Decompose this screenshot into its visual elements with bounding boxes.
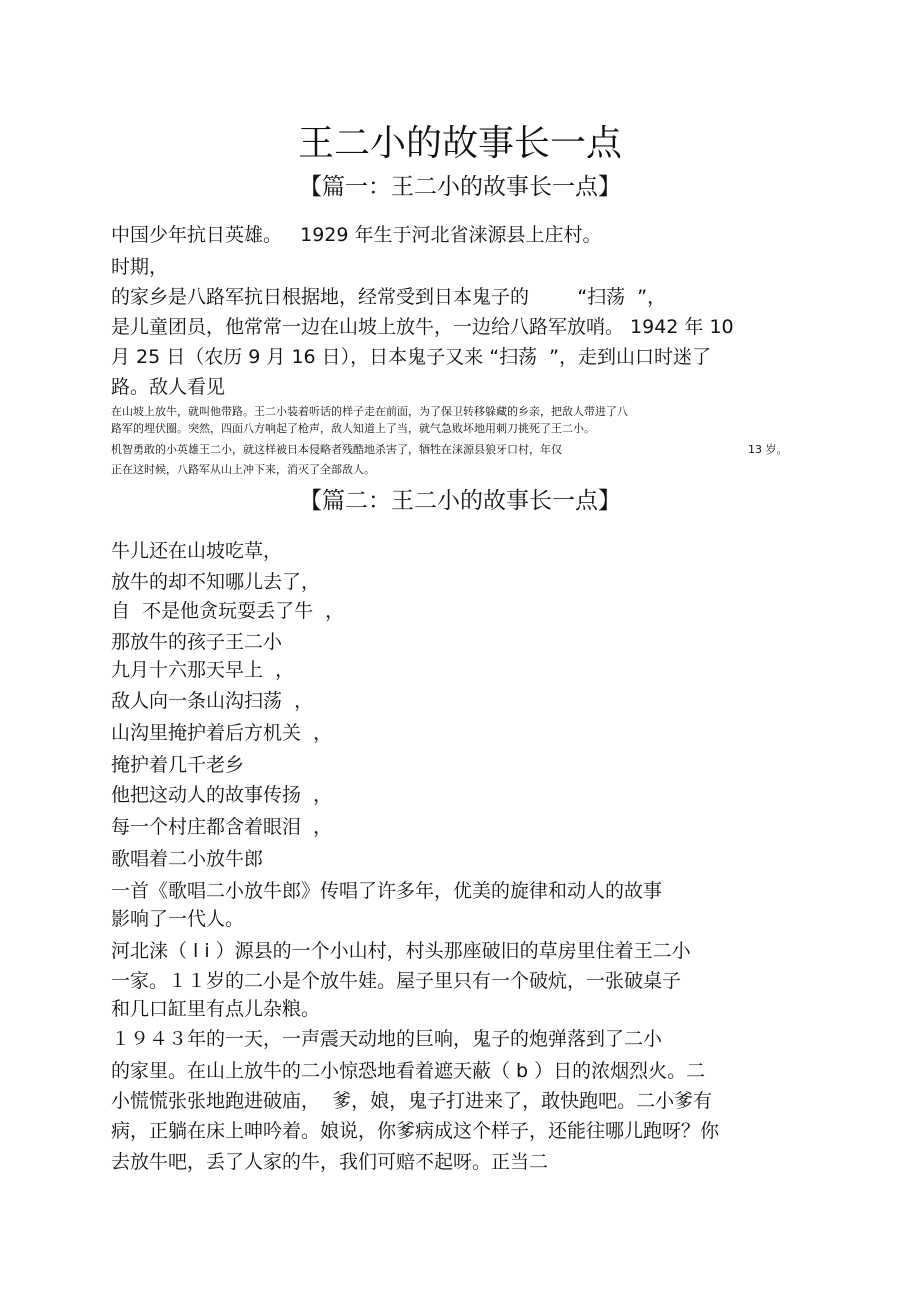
paragraph-line: 一首《歌唱二小放牛郎》传唱了许多年，优美的旋律和动人的故事 [111,880,663,902]
paragraph-line: 中国少年抗日英雄。 1929 年生于河北省涞源县上庄村。 [111,224,602,246]
paragraph-line: 月 25 日（农历 9 月 16 日），日本鬼子又来 “扫荡 ”，走到山口时迷了 [111,346,711,368]
paragraph-line: 河北涞（ l i ）源县的一个小山村，村头那座破旧的草房里住着王二小 [111,940,691,962]
poem-line: 牛儿还在山坡吃草， [111,540,283,562]
poem-line: 掩护着几千老乡 [111,754,245,776]
paragraph-line: １９４３年的一天，一声震天动地的巨响，鬼子的炮弹落到了二小 [111,1028,663,1050]
paragraph-line: 的家乡是八路军抗日根据地，经常受到日本鬼子的 “扫荡 ”， [111,286,667,308]
poem-line: 那放牛的孩子王二小 [111,631,283,653]
poem-line: 歌唱着二小放牛郎 [111,848,264,870]
paragraph-line: 时期， [111,256,169,278]
paragraph-line: 路。敌人看见 [111,376,226,398]
paragraph-line: 影响了一代人。 [111,908,245,930]
poem-line: 九月十六那天早上 ， [111,659,295,681]
poem-line: 每一个村庄都含着眼泪 ， [111,816,333,838]
poem-line: 自 不是他贪玩耍丢了牛 ， [111,600,345,622]
small-text-line: 在山坡上放牛，就叫他带路。王二小装着听话的样子走在前面，为了保卫转移躲藏的乡亲，把敌人带进了八 [111,405,628,418]
section2-heading: 【篇二：王二小的故事长一点】 [299,488,621,514]
paragraph-line: 和几口缸里有点儿杂粮。 [111,998,321,1020]
paragraph-line: 病，正躺在床上呻吟着。娘说，你爹病成这个样子，还能往哪儿跑呀？你 [111,1120,720,1142]
poem-line: 敌人向一条山沟扫荡 ， [111,690,314,712]
poem-line: 他把这动人的故事传扬 ， [111,784,333,806]
poem-line: 放牛的却不知哪儿去了， [111,571,321,593]
document-title: 王二小的故事长一点 [297,123,622,164]
small-text-age: 13 岁。 [748,443,788,456]
paragraph-line: 小慌慌张张地跑进破庙， 爹，娘，鬼子打进来了，敢快跑吧。二小爹有 [111,1090,713,1112]
paragraph-line: 是儿童团员，他常常一边在山坡上放牛，一边给八路军放哨。 1942 年 10 [111,316,734,338]
poem-line: 山沟里掩护着后方机关 ， [111,722,333,744]
paragraph-line: 去放牛吧，丢了人家的牛，我们可赔不起呀。正当二 [111,1151,549,1173]
paragraph-line: 一家。１１岁的二小是个放牛娃。屋子里只有一个破炕，一张破桌子 [111,970,682,992]
small-text-line: 机智勇敢的小英雄王二小，就这样被日本侵略者残酷地杀害了，牺牲在涞源县狼牙口村，年仅 [111,443,562,456]
small-text-line: 正在这时候，八路军从山上冲下来，消灭了全部敌人。 [111,463,375,476]
paragraph-line: 的家里。在山上放牛的二小惊恐地看着遮天蔽（ b ）日的浓烟烈火。二 [111,1060,706,1082]
small-text-line: 路军的埋伏圈。突然，四面八方响起了枪声，敌人知道上了当，就气急败坏地用刺刀挑死了王二小。 [111,422,595,435]
section1-heading: 【篇一：王二小的故事长一点】 [299,174,621,200]
